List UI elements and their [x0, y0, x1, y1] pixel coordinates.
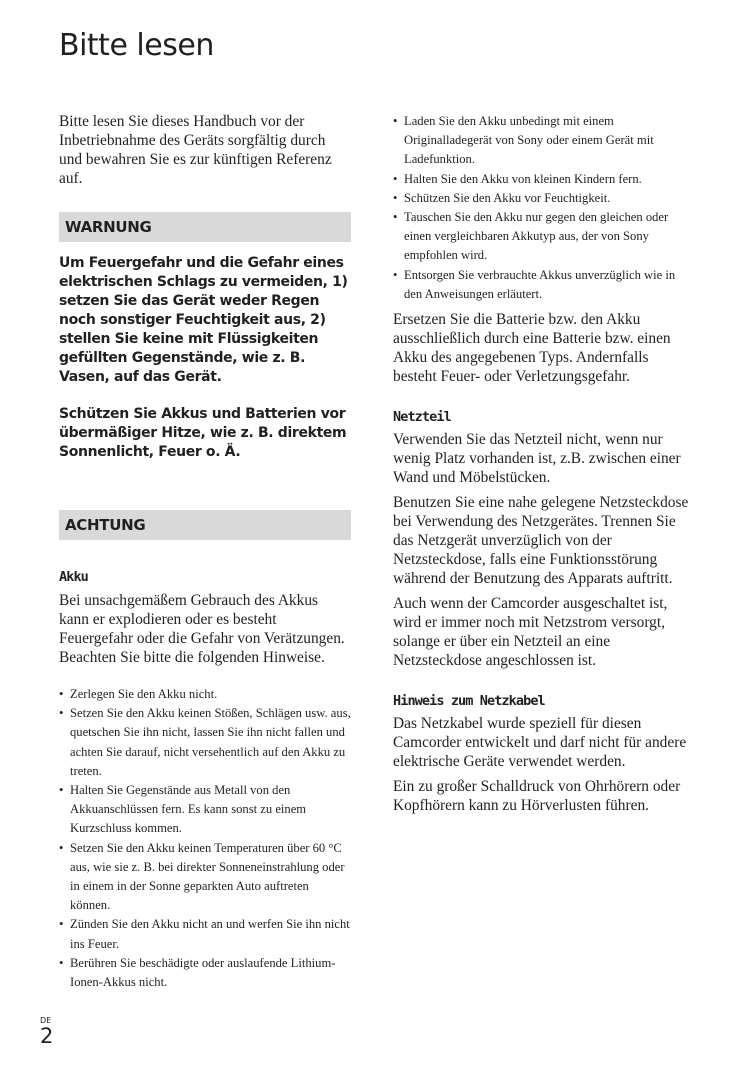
battery-heading: Akku [59, 569, 88, 585]
adapter-paragraph-power: Auch wenn der Camcorder ausgeschaltet ist, wird er immer noch mit Netzstrom versorgt, solange er über ein Netzteil an eine Netzsteckdose angeschlossen ist. [393, 595, 668, 670]
battery-replace-paragraph: Ersetzen Sie die Batterie bzw. den Akku ausschließlich durch eine Batterie bzw. einen Akku des angegebenen Typs. Andernfalls besteht Feuer- oder Verletzungsgefahr. [393, 311, 671, 386]
list-item: • Berühren Sie beschädigte oder auslaufende Lithium-Ionen-Akkus nicht. [59, 954, 351, 992]
warning-heading: WARNUNG [59, 212, 351, 242]
hearing-loss-paragraph: Ein zu großer Schalldruck von Ohrhörern oder Kopfhörern kann zu Hörverlusten führen. [393, 778, 681, 815]
battery-bullet-list [59, 685, 351, 992]
adapter-paragraph-space: Verwenden Sie das Netzteil nicht, wenn nur wenig Platz vorhanden ist, z.B. zwischen einer Wand und Möbelstücken. [393, 431, 681, 487]
adapter-paragraph-outlet: Benutzen Sie eine nahe gelegene Netzsteckdose bei Verwendung des Netzgerätes. Trennen Sie das Netzgerät unverzüglich von der Netzsteckdose, falls eine Funktionsstörung während der Benutzung des Apparats auftritt. [393, 494, 689, 588]
intro-paragraph: Bitte lesen Sie dieses Handbuch vor der Inbetriebnahme des Geräts sorgfältig durch und bewahren Sie es zur künftigen Referenz auf. [59, 113, 332, 187]
warning-text-battery-heat: Schützen Sie Akkus und Batterien vor übermäßiger Hitze, wie z. B. direktem Sonnenlicht, Feuer o. Ä. [59, 406, 347, 460]
page-number-value: 2 [40, 1024, 54, 1048]
right-column [393, 112, 693, 815]
page-number [40, 1016, 53, 1047]
list-item: • Tauschen Sie den Akku nur gegen den gleichen oder einen vergleichbaren Akkutyp aus, der von Sony empfohlen wird. [393, 208, 693, 266]
list-item: • Zünden Sie den Akku nicht an und werfen Sie ihn nicht ins Feuer. [59, 915, 351, 953]
list-item: • Zerlegen Sie den Akku nicht. [59, 685, 351, 704]
battery-intro: Bei unsachgemäßem Gebrauch des Akkus kann er explodieren oder es besteht Feuergefahr oder die Gefahr von Verätzungen. Beachten Sie bitte die folgenden Hinweise. [59, 592, 345, 666]
list-item: • Entsorgen Sie verbrauchte Akkus unverzüglich wie in den Anweisungen erläutert. [393, 266, 693, 304]
language-code: DE [40, 1016, 52, 1025]
list-item: • Setzen Sie den Akku keinen Temperaturen über 60 °C aus, wie sie z. B. bei direkter Sonneneinstrahlung oder in einem in der Sonne geparkten Auto auftreten können. [59, 839, 351, 916]
list-item: • Schützen Sie den Akku vor Feuchtigkeit. [393, 189, 693, 208]
left-column [59, 112, 351, 992]
battery-bullet-list-continued [393, 112, 693, 304]
list-item: • Halten Sie den Akku von kleinen Kindern fern. [393, 170, 693, 189]
list-item: • Laden Sie den Akku unbedingt mit einem Originalladegerät von Sony oder einem Gerät mit Ladefunktion. [393, 112, 693, 170]
caution-heading: ACHTUNG [59, 510, 351, 540]
list-item: • Halten Sie Gegenstände aus Metall von den Akkuanschlüssen fern. Es kann sonst zu einem Kurzschluss kommen. [59, 781, 351, 839]
adapter-heading: Netzteil [393, 409, 451, 426]
list-item: • Setzen Sie den Akku keinen Stößen, Schlägen usw. aus, quetschen Sie ihn nicht, lassen Sie ihn nicht fallen und achten Sie darauf, nicht versehentlich auf den Akku zu treten. [59, 704, 351, 781]
power-cord-heading: Hinweis zum Netzkabel [393, 693, 545, 710]
page-title: Bitte lesen [59, 28, 214, 63]
power-cord-paragraph: Das Netzkabel wurde speziell für diesen Camcorder entwickelt und darf nicht für andere elektrische Geräte verwendet werden. [393, 715, 687, 771]
warning-text-fire: Um Feuergefahr und die Gefahr eines elektrischen Schlags zu vermeiden, 1) setzen Sie das Gerät weder Regen noch sonstiger Feuchtigkeit aus, 2) stellen Sie keine mit Flüssigkeiten gefüllten Gegenstände, wie z. B. Vasen, auf das Gerät. [59, 255, 348, 385]
